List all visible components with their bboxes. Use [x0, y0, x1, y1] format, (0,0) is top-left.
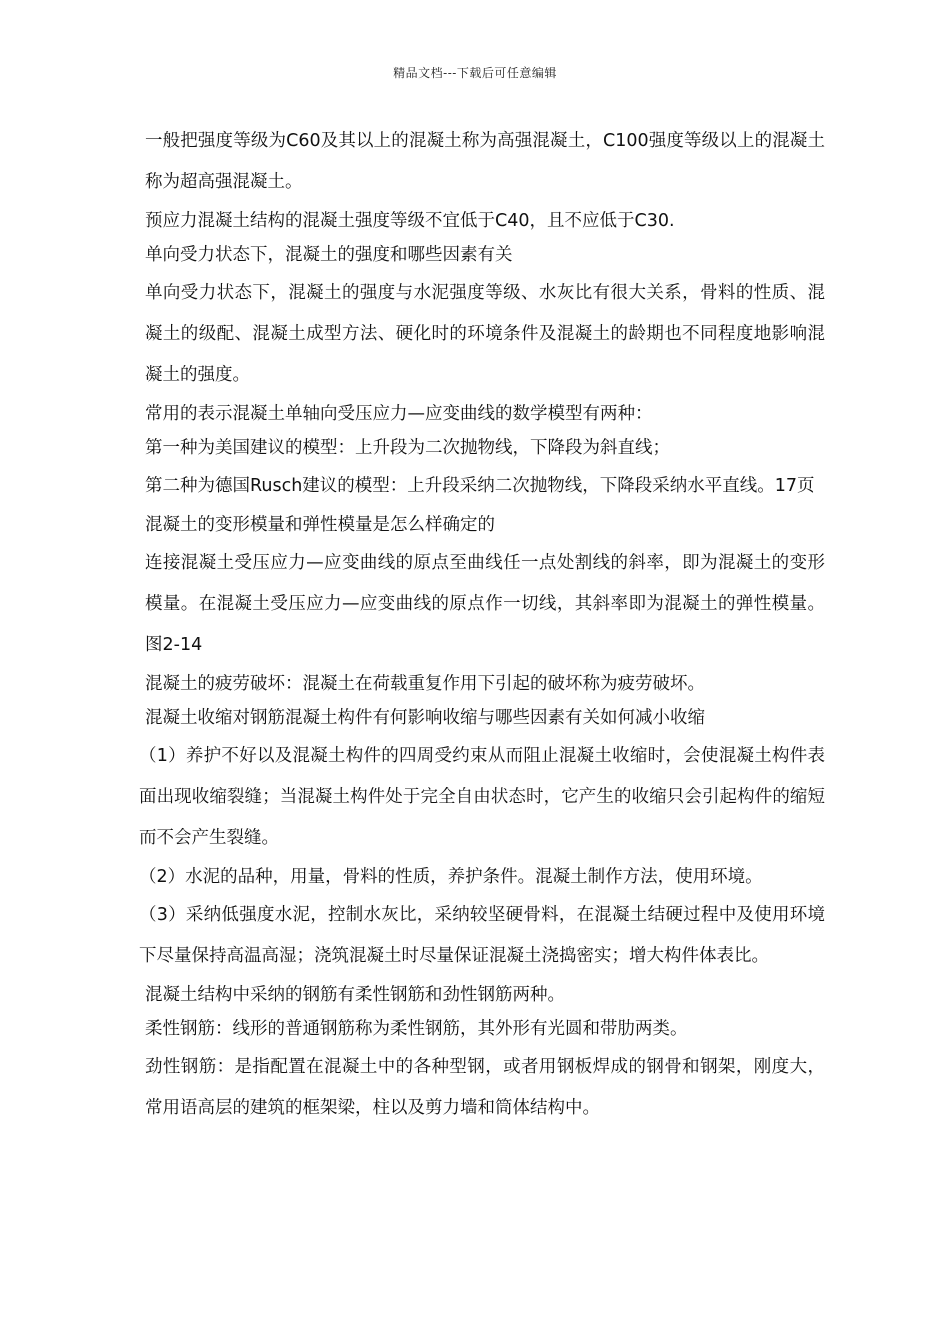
question-shrinkage: 混凝土收缩对钢筋混凝土构件有何影响收缩与哪些因素有关如何减小收缩 [145, 708, 705, 728]
paragraph-prestressed-grade: 预应力混凝土结构的混凝土强度等级不宜低于C40，且不应低于C30. [145, 211, 675, 231]
paragraph-model-two: 第二种为德国Rusch建议的模型：上升段采纳二次抛物线，下降段采纳水平直线。17页 [145, 476, 815, 496]
question-uniaxial-strength: 单向受力状态下，混凝土的强度和哪些因素有关 [145, 245, 513, 265]
paragraph-rebar-types: 混凝土结构中采纳的钢筋有柔性钢筋和劲性钢筋两种。 [145, 985, 565, 1005]
answer-shrinkage-2: （2）水泥的品种，用量，骨料的性质，养护条件。混凝土制作方法，使用环境。 [139, 867, 763, 887]
answer-uniaxial-strength: 单向受力状态下，混凝土的强度与水泥强度等级、水灰比有很大关系，骨料的性质、混凝土的级配、混凝土成型方法、硬化时的环境条件及混凝土的龄期也不同程度地影响混凝土的强度。 [145, 283, 825, 385]
paragraph-stress-strain-models: 常用的表示混凝土单轴向受压应力—应变曲线的数学模型有两种： [145, 404, 653, 424]
paragraph-flexible-rebar: 柔性钢筋：线形的普通钢筋称为柔性钢筋，其外形有光圆和带肋两类。 [145, 1019, 688, 1039]
paragraph-rigid-rebar: 劲性钢筋：是指配置在混凝土中的各种型钢，或者用钢板焊成的钢骨和钢架，刚度大，常用语高层的建筑的框架梁，柱以及剪力墙和筒体结构中。 [145, 1057, 825, 1118]
page-header: 精品文档---下载后可任意编辑 [393, 66, 557, 80]
answer-shrinkage-1: （1）养护不好以及混凝土构件的四周受约束从而阻止混凝土收缩时，会使混凝土构件表面出现收缩裂缝；当混凝土构件处于完全自由状态时，它产生的收缩只会引起构件的缩短而不会产生裂缝。 [139, 746, 825, 848]
question-modulus: 混凝土的变形模量和弹性模量是怎么样确定的 [145, 515, 495, 535]
paragraph-fatigue-failure: 混凝土的疲劳破坏：混凝土在荷载重复作用下引起的破坏称为疲劳破坏。 [145, 674, 705, 694]
answer-shrinkage-3: （3）采纳低强度水泥，控制水灰比，采纳较坚硬骨料，在混凝土结硬过程中及使用环境下尽量保持高温高湿；浇筑混凝土时尽量保证混凝土浇捣密实；增大构件体表比。 [139, 905, 825, 966]
document-body [139, 121, 825, 1131]
paragraph-model-one: 第一种为美国建议的模型：上升段为二次抛物线，下降段为斜直线； [145, 438, 670, 458]
answer-modulus: 连接混凝土受压应力—应变曲线的原点至曲线任一点处割线的斜率，即为混凝土的变形模量。在混凝土受压应力—应变曲线的原点作一切线，其斜率即为混凝土的弹性模量。图2-14 [145, 553, 825, 655]
paragraph-high-strength-concrete: 一般把强度等级为C60及其以上的混凝土称为高强混凝土，C100强度等级以上的混凝土称为超高强混凝土。 [145, 131, 825, 192]
